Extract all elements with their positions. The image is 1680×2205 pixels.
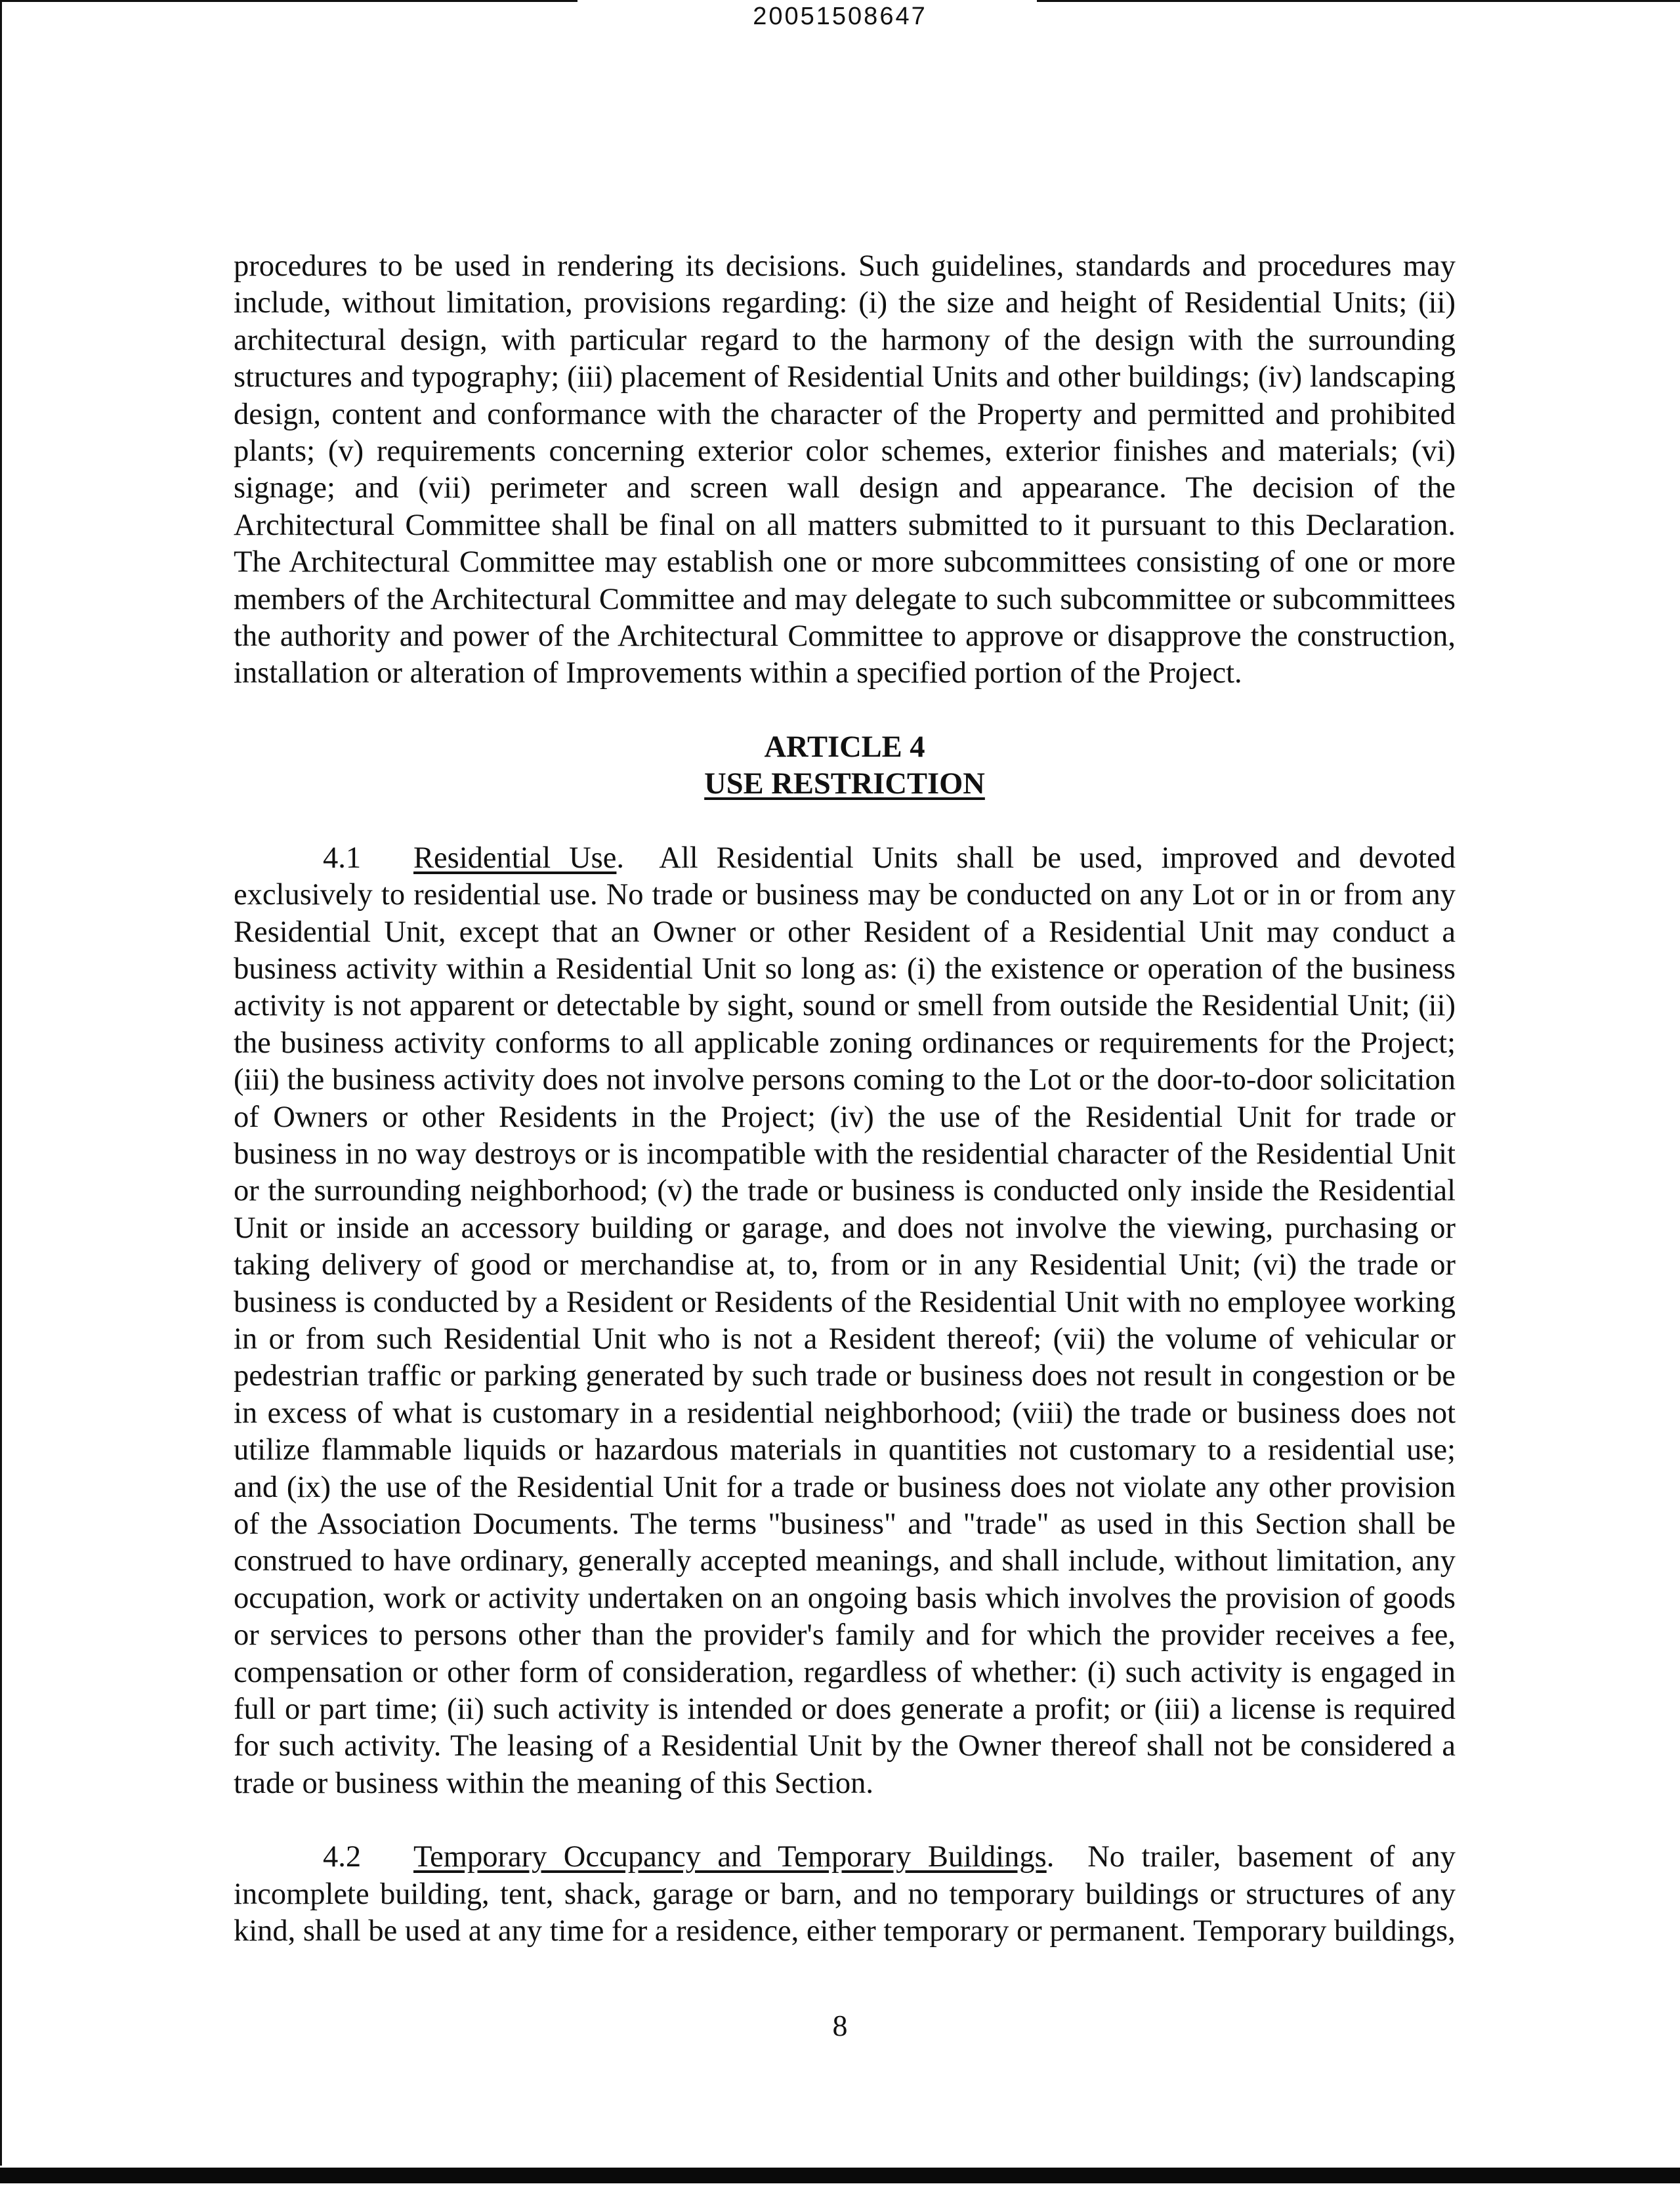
section-title: Temporary Occupancy and Temporary Buildings	[413, 1840, 1047, 1874]
scan-bottom-band	[0, 2168, 1680, 2183]
article-title: USE RESTRICTION	[704, 767, 985, 801]
intro-paragraph: procedures to be used in rendering its decisions. Such guidelines, standards and procedures may include, without limitation, provisions regarding: (i) the size and height of Residential Units; (ii) architectural design, with particular regard to the harmony of the design with the surrounding structures and typography; (iii) placement of Residential Units and other buildings; (iv) landscaping design, content and conformance with the character of the Property and permitted and prohibited plants; (v) requirements concerning exterior color schemes, exterior finishes and materials; (vi) signage; and (vii) perimeter and screen wall design and appearance. The decision of the Architectural Committee shall be final on all matters submitted to it pursuant to this Declaration. The Architectural Committee may establish one or more subcommittees consisting of one or more members of the Architectural Committee and may delegate to such subcommittee or subcommittees the authority and power of the Architectural Committee to approve or disapprove the construction, installation or alteration of Improvements within a specified portion of the Project.	[234, 249, 1456, 690]
article-number: ARTICLE 4	[764, 730, 925, 764]
section-4-2	[234, 1839, 1456, 1950]
scan-left-edge	[0, 0, 2, 2166]
article-heading	[234, 729, 1456, 803]
section-title-punct: .	[616, 841, 625, 875]
document-number: 20051508647	[753, 3, 927, 30]
document-body	[234, 248, 1456, 1950]
section-text: All Residential Units shall be used, improved and devoted exclusively to residential use. No trade or business may be conducted on any Lot or in or from any Residential Unit, except that an Owner or other Resident of a Residential Unit may conduct a business activity within a Residential Unit so long as: (i) the existence or operation of the business activity is not apparent or detectable by sight, sound or smell from outside the Residential Unit; (ii) the business activity conforms to all applicable zoning ordinances or requirements for the Project; (iii) the business activity does not involve persons coming to the Lot or the door-to-door solicitation of Owners or other Residents in the Project; (iv) the use of the Residential Unit for trade or business in no way destroys or is incompatible with the residential character of the Residential Unit or the surrounding neighborhood; (v) the trade or business is conducted only inside the Residential Unit or inside an accessory building or garage, and does not involve the viewing, purchasing or taking delivery of good or merchandise at, to, from or in any Residential Unit; (vi) the trade or business is conducted by a Resident or Residents of the Residential Unit with no employee working in or from such Residential Unit who is not a Resident thereof; (vii) the volume of vehicular or pedestrian traffic or parking generated by such trade or business does not result in congestion or be in excess of what is customary in a residential neighborhood; (viii) the trade or business does not utilize flammable liquids or hazardous materials in quantities not customary to a residential use; and (ix) the use of the Residential Unit for a trade or business does not violate any other provision of the Association Documents. The terms "business" and "trade" as used in this Section shall be construed to have ordinary, generally accepted meanings, and shall include, without limitation, any occupation, work or activity undertaken on an ongoing basis which involves the provision of goods or services to persons other than the provider's family and for which the provider receives a fee, compensation or other form of consideration, regardless of whether: (i) such activity is engaged in full or part time; (ii) such activity is intended or does generate a profit; or (iii) a license is required for such activity. The leasing of a Residential Unit by the Owner thereof shall not be considered a trade or business within the meaning of this Section.	[234, 841, 1456, 1800]
section-text: No trailer, basement of any incomplete building, tent, shack, garage or barn, and no temporary buildings or structures of any kind, shall be used at any time for a residence, either temporary or permanent. Temporary buildings,	[234, 1840, 1456, 1948]
section-number: 4.1	[323, 841, 362, 875]
section-4-1	[234, 840, 1456, 1803]
header-rule-left	[0, 0, 578, 2]
page-number: 8	[832, 2009, 848, 2042]
section-title: Residential Use	[413, 841, 617, 875]
section-number: 4.2	[323, 1840, 362, 1874]
header-rule-right	[1037, 0, 1680, 2]
section-title-punct: .	[1046, 1840, 1055, 1874]
